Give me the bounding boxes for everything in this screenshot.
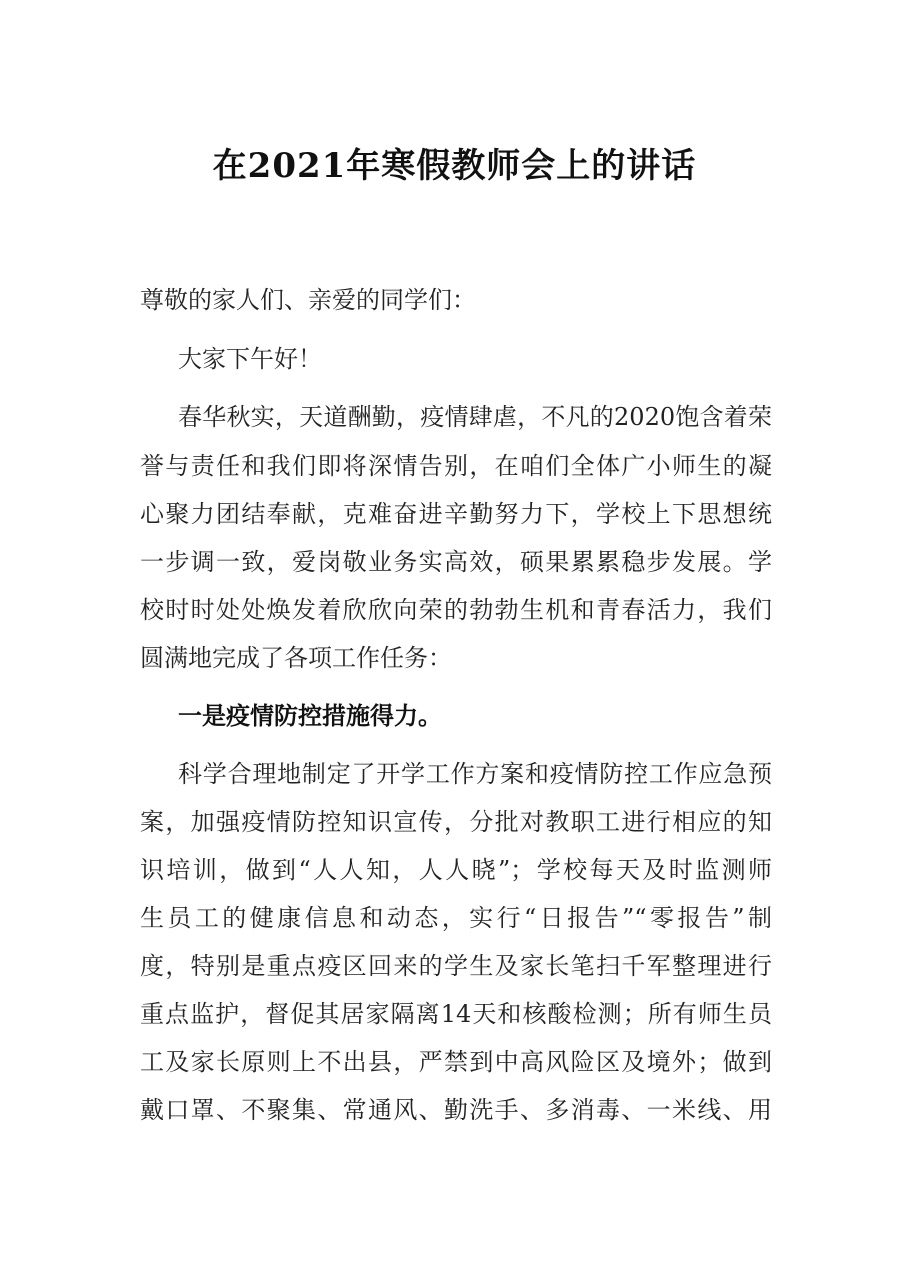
- greeting: 大家下午好！: [178, 345, 322, 373]
- salutation: 尊敬的家人们、亲爱的同学们：: [140, 286, 476, 314]
- paragraph2-line: 度，特别是重点疫区回来的学生及家长笔扫千军整理进行: [140, 952, 772, 980]
- paragraph1-line: 春华秋实，天道酬勤，疫情肆虐，不凡的2020饱含着荣: [178, 403, 772, 431]
- section-heading: 一是疫情防控措施得力。: [178, 702, 442, 730]
- paragraph2-line: 案，加强疫情防控知识宣传，分批对教职工进行相应的知: [140, 808, 772, 836]
- paragraph2-line: 生员工的健康信息和动态，实行“日报告”“零报告”制: [140, 904, 772, 932]
- paragraph1-line: 心聚力团结奉献，克难奋进辛勤努力下，学校上下思想统: [140, 500, 772, 528]
- paragraph1-line: 校时时处处焕发着欣欣向荣的勃勃生机和青春活力，我们: [140, 596, 772, 624]
- paragraph2-line: 工及家长原则上不出县，严禁到中高风险区及境外；做到: [140, 1048, 772, 1076]
- paragraph1-line: 一步调一致，爱岗敬业务实高效，硕果累累稳步发展。学: [140, 548, 772, 576]
- paragraph2-line: 科学合理地制定了开学工作方案和疫情防控工作应急预: [178, 760, 772, 788]
- paragraph2-line: 重点监护，督促其居家隔离14天和核酸检测；所有师生员: [140, 1000, 772, 1028]
- paragraph1-line: 圆满地完成了各项工作任务：: [140, 644, 452, 672]
- paragraph1-line: 誉与责任和我们即将深情告别，在咱们全体广小师生的凝: [140, 452, 772, 480]
- document-title: 在2021年寒假教师会上的讲话: [212, 146, 697, 186]
- paragraph2-line: 戴口罩、不聚集、常通风、勤洗手、多消毒、一米线、用: [140, 1096, 772, 1124]
- paragraph2-line: 识培训，做到“人人知，人人晓”；学校每天及时监测师: [140, 856, 772, 884]
